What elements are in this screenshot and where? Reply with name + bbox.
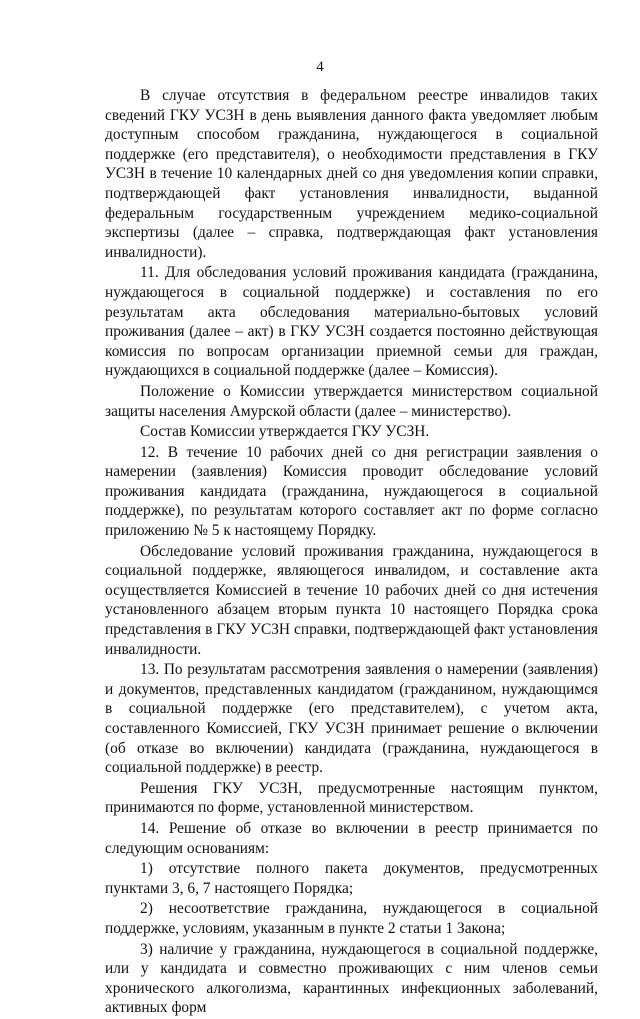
paragraph-disabled-inspection: Обследование условий проживания гражданина, нуждающегося в социальной поддержке, являющегося инвалидом, и составление акта осуществляется Комиссией в течение 10 рабочих дней со дня истечения установленного абзацем вторым пункта 10 настоящего Порядка срока представления в ГКУ УСЗН справки, подтверждающей факт установления инвалидности. [105, 542, 598, 658]
page-number: 4 [316, 59, 324, 75]
paragraph-commission-regulation: Положение о Комиссии утверждается министерством социальной защиты населения Амурской области (далее – министерство). [105, 382, 598, 420]
paragraph-commission-composition: Состав Комиссии утверждается ГКУ УСЗН. [140, 423, 430, 441]
list-item-ground-3: 3) наличие у гражданина, нуждающегося в социальной поддержке, или у кандидата и совместно проживающих с ним членов семьи хронического алкоголизма, карантинных инфекционных заболеваний, активных форм [105, 940, 598, 1017]
paragraph-registry-notification: В случае отсутствия в федеральном реестре инвалидов таких сведений ГКУ УСЗН в день выявления данного факта уведомляет любым доступным способом гражданина, нуждающегося в социальной поддержке (его представителя), о необходимости представления в ГКУ УСЗН в течение 10 календарных дней со дня уведомления копии справки, подтверждающей факт установления инвалидности, выданной федеральным государственным учреждением медико-социальной экспертизы (далее – справка, подтверждающая факт установления инвалидности). [105, 87, 598, 261]
list-item-ground-1: 1) отсутствие полного пакета документов, предусмотренных пунктами 3, 6, 7 настоящего Порядка; [105, 860, 598, 897]
paragraph-14-refusal-grounds: 14. Решение об отказе во включении в реестр принимается по следующим основаниям: [105, 819, 598, 857]
list-item-ground-2: 2) несоответствие гражданина, нуждающегося в социальной поддержке, условиям, указанным в пункте 2 статьи 1 Закона; [105, 900, 598, 937]
paragraph-decision-form: Решения ГКУ УСЗН, предусмотренные настоящим пунктом, принимаются по форме, установленной министерством. [105, 779, 598, 817]
paragraph-13-decision: 13. По результатам рассмотрения заявления о намерении (заявления) и документов, представленных кандидатом (гражданином, нуждающимся в социальной поддержке (его представителем), с учетом акта, составленного Комиссией, ГКУ УСЗН принимает решение о включении (об отказе во включении) кандидата (гражданина, нуждающегося в социальной поддержке) в реестр. [105, 661, 598, 777]
paragraph-11-commission: 11. Для обследования условий проживания кандидата (гражданина, нуждающегося в социальной поддержке) и составления по его результатам акта обследования материально-бытовых условий проживания (далее – акт) в ГКУ УСЗН создается постоянно действующая комиссия по вопросам организации приемной семьи для граждан, нуждающихся в социальной поддержке (далее – Комиссия). [105, 264, 598, 380]
document-body [105, 86, 598, 1019]
paragraph-12-inspection: 12. В течение 10 рабочих дней со дня регистрации заявления о намерении (заявления) Комиссия проводит обследование условий проживания кандидата (гражданина, нуждающегося в социальной поддержке), по результатам которого составляет акт по форме согласно приложению № 5 к настоящему Порядку. [105, 443, 598, 540]
